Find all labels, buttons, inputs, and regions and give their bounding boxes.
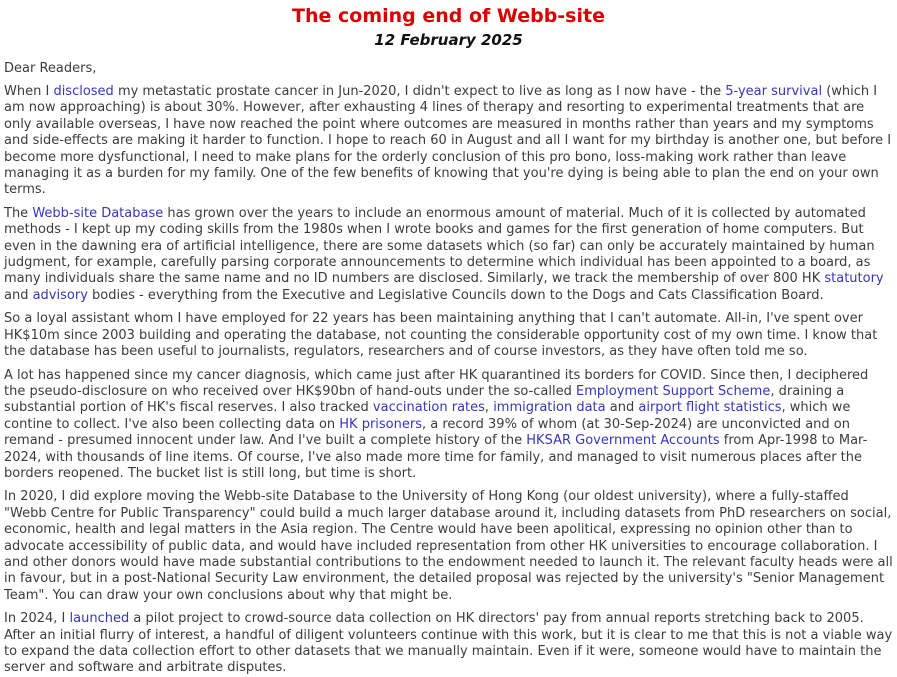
paragraph [4,611,893,677]
link-webb-site-database[interactable]: Webb-site Database [32,205,164,221]
paragraph-text: A lot has happened since my cancer diagnosis, which came just after HK quarantined its borders for COVID. Since then, I deciphered the pseudo-disclosure on who received over HK$90bn of hand-outs under the so-called [4,367,869,399]
link-vaccination-rates[interactable]: vaccination rates [372,400,485,416]
link-disclosed[interactable]: disclosed [53,84,114,99]
paragraph-text: has grown over the years to include an enormous amount of material. Much of it is collected by automated methods - I kept up my coding skills from the 1980s when I wrote books and games for the first generation of home computers. But even in the dawning era of artificial intelligence, there are some datasets which (so far) can only be accurately maintained by human judgment, for example, carefully parsing corporate announcements to determine which individual has been appointed to a board, as many individuals share the same name and no ID numbers are disclosed. Similarly, we track the membership of over 800 HK [4,205,875,287]
paragraph-text: a pilot project to crowd-source data collection on HK directors' pay from annual reports stretching back to 2005. After an initial flurry of interest, a handful of diligent volunteers continue with this work, but it is clear to me that this is not a viable way to expand the data collection effort to other datasets that we manually maintain. Even if it were, someone would have to maintain the server and software and arbitrate disputes. [4,611,893,676]
link-advisory[interactable]: advisory [32,287,88,303]
paragraph [4,489,893,604]
link-immigration-data[interactable]: immigration data [493,400,606,416]
paragraph-text: and [605,400,639,416]
paragraph [4,206,893,304]
paragraph-text: from Apr-1998 to Mar-2024, with thousands of line items. Of course, I've also made more time for family, and managed to visit numerous places after the borders reopened. The bucket list is still long, but time is short. [4,433,868,481]
paragraph-text: In 2024, I [4,611,70,627]
paragraph-text: The [4,205,33,221]
paragraph-text: , a record 39% of whom (at 30-Sep-2024) are unconvicted and on remand - presumed innocent under law. And I've built a complete history of the [4,416,851,449]
page-title: The coming end of Webb-site [292,5,605,27]
salutation: Dear Readers, [4,61,97,76]
paragraph [4,368,893,483]
link-employment-support-scheme[interactable]: Employment Support Scheme [576,383,771,399]
paragraph [4,84,893,199]
article-date: 12 February 2025 [374,31,523,49]
link-airport-flight-statistics[interactable]: airport flight statistics [638,400,782,416]
link-statutory[interactable]: statutory [824,271,884,287]
paragraph-text: bodies - everything from the Executive and Legislative Councils down to the Dogs and Cats Classification Board. [87,287,824,303]
paragraph-text: , draining a substantial portion of HK's fiscal reserves. I also tracked [4,383,845,416]
paragraph [4,311,893,360]
article-body [4,84,893,677]
paragraph-text: (which I am now approaching) is about 30%. However, after exhausting 4 lines of therapy and resorting to experimental treatments that are only available overseas, I have now reached the point where outcomes are measured in months rather than years and my symptoms and side-effects are making it harder to function. I hope to reach 60 in August and all I want for my birthday is another one, but before I become more dysfunctional, I need to make plans for the orderly conclusion of this pro bono, loss-making work rather than leave managing it as a burden for my family. One of the few benefits of knowing that you're dying is being able to plan the end on your own terms. [4,84,892,198]
paragraph-text: , [484,400,494,416]
paragraph-text: When I [4,84,54,99]
link-hk-prisoners[interactable]: HK prisoners [339,416,422,432]
paragraph-text: , which we contine to collect. I've also been collecting data on [4,400,851,432]
link-hksar-government-accounts[interactable]: HKSAR Government Accounts [526,433,720,449]
paragraph-text: So a loyal assistant whom I have employed for 22 years has been maintaining anything that I can't automate. All-in, I've spent over HK$10m since 2003 building and operating the database, not counting the considerable opportunity cost of my own time. I know that the database has been useful to journalists, regulators, researchers and of course investors, as they have often told me so. [4,311,878,360]
paragraph-text: and [4,287,33,303]
link-launched[interactable]: launched [69,611,130,627]
paragraph-text: my metastatic prostate cancer in Jun-2020, I didn't expect to live as long as I now have - the [113,84,726,99]
paragraph-text: In 2020, I did explore moving the Webb-site Database to the University of Hong Kong (our oldest university), where a fully-staffed "Webb Centre for Public Transparency" could build a much larger database around it, including datasets from PhD researchers on social, economic, health and legal matters in the Asia region. The Centre would have been apolitical, expressing no opinion other than to advocate accessibility of public data, and would have included representation from other HK universities to encourage collaboration. I and other donors would have made substantial contributions to the endowment needed to launch it. The relevant faculty heads were all in favour, but in a post-National Security Law environment, the detailed proposal was rejected by the university's "Senior Management Team". You can draw your own conclusions about why that might be. [4,489,893,603]
link-5-year-survival[interactable]: 5-year survival [725,84,823,99]
